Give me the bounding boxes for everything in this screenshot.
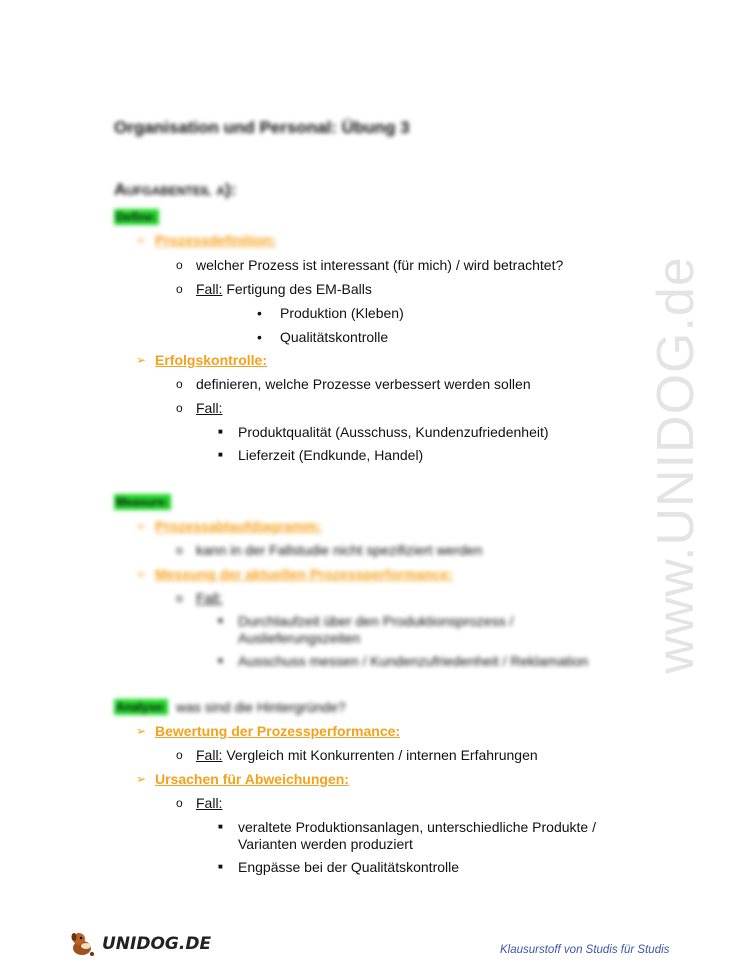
circle-bullet-icon: o xyxy=(176,796,183,810)
measure-sub-ausschuss: Ausschuss messen / Kundenzufriedenheit / Reklamation xyxy=(238,653,589,669)
document-title: Organisation und Personal: Übung 3 xyxy=(114,118,410,137)
logo-text: UNIDOG.DE xyxy=(102,934,212,954)
define-item-prozess: welcher Prozess ist interessant (für mich) / wird betrachtet? xyxy=(196,257,564,273)
analyse-item-fall-2: Fall: xyxy=(196,795,223,811)
analyse-sub-veraltete-1: veraltete Produktionsanlagen, unterschiedliche Produkte / xyxy=(238,819,596,835)
arrow-bullet-icon: ➢ xyxy=(136,772,147,786)
measure-sub-durchlaufzeit-2: Auslieferungszeiten xyxy=(238,630,361,646)
measure-heading-messung: Messung der aktuellen Prozessperformance: xyxy=(155,566,453,582)
define-tag: Define: xyxy=(116,210,157,224)
circle-bullet-icon: o xyxy=(176,591,183,605)
fall-text: Fertigung des EM-Balls xyxy=(222,281,372,297)
analyse-item-fall xyxy=(196,746,538,764)
measure-item-fall: Fall: xyxy=(196,590,223,606)
circle-bullet-icon: o xyxy=(176,401,183,415)
define-sub-qualitaet: Qualitätskontrolle xyxy=(280,329,389,345)
analyse-heading-bewertung: Bewertung der Prozessperformance: xyxy=(155,723,401,739)
watermark: www.UNIDOG.de xyxy=(647,256,705,674)
footer-tagline: Klausurstoff von Studis für Studis xyxy=(500,944,670,956)
define-heading-erfolgskontrolle: Erfolgskontrolle: xyxy=(155,352,268,368)
circle-bullet-icon: o xyxy=(176,543,183,557)
analyse-heading-ursachen: Ursachen für Abweichungen: xyxy=(155,771,349,787)
fall-label: Fall: xyxy=(196,281,223,297)
define-sub-produktqualitaet: Produktqualität (Ausschuss, Kundenzufriedenheit) xyxy=(238,424,549,440)
analyse-sub-veraltete-2: Varianten werden produziert xyxy=(238,836,413,852)
analyse-tag-text: was sind die Hintergründe? xyxy=(176,699,346,715)
arrow-bullet-icon: ➢ xyxy=(136,233,147,247)
measure-sub-durchlaufzeit-1: Durchlaufzeit über den Produktionsprozess / xyxy=(238,613,514,629)
fall-text: Vergleich mit Konkurrenten / internen Erfahrungen xyxy=(222,747,538,763)
define-sub-produktion: Produktion (Kleben) xyxy=(280,305,404,321)
analyse-sub-engpaesse: Engpässe bei der Qualitätskontrolle xyxy=(238,859,460,875)
define-heading-prozessdefinition: Prozessdefinition: xyxy=(155,232,277,248)
circle-bullet-icon: o xyxy=(176,282,183,296)
define-item-fall-2: Fall: xyxy=(196,400,223,416)
circle-bullet-icon: o xyxy=(176,258,183,272)
define-item-fall xyxy=(196,280,372,298)
unidog-logo xyxy=(68,930,211,958)
analyse-tag: Analyse: xyxy=(116,700,167,714)
measure-tag: Measure: xyxy=(116,495,169,509)
square-bullet-icon: ■ xyxy=(218,616,223,625)
fall-label: Fall: xyxy=(196,747,223,763)
measure-item-fallstudie: kann in der Fallstudie nicht spezifiziert werden xyxy=(196,542,483,558)
square-bullet-icon: ■ xyxy=(218,822,223,831)
square-bullet-icon: ■ xyxy=(218,450,223,459)
dog-logo-icon xyxy=(68,930,98,958)
square-bullet-icon: ■ xyxy=(218,862,223,871)
define-item-definieren: definieren, welche Prozesse verbessert werden sollen xyxy=(196,376,531,392)
define-sub-lieferzeit: Lieferzeit (Endkunde, Handel) xyxy=(238,447,424,463)
arrow-bullet-icon: ➢ xyxy=(136,567,147,581)
square-bullet-icon: ■ xyxy=(218,427,223,436)
arrow-bullet-icon: ➢ xyxy=(136,724,147,738)
measure-heading-prozessablauf: Prozessablaufdiagramm: xyxy=(155,518,322,534)
dot-bullet-icon: • xyxy=(257,305,262,321)
circle-bullet-icon: o xyxy=(176,748,183,762)
arrow-bullet-icon: ➢ xyxy=(136,353,147,367)
circle-bullet-icon: o xyxy=(176,377,183,391)
section-title: Aufgabenteil a): xyxy=(114,180,237,199)
square-bullet-icon: ■ xyxy=(218,656,223,665)
arrow-bullet-icon: ➢ xyxy=(136,519,147,533)
dot-bullet-icon: • xyxy=(257,329,262,345)
